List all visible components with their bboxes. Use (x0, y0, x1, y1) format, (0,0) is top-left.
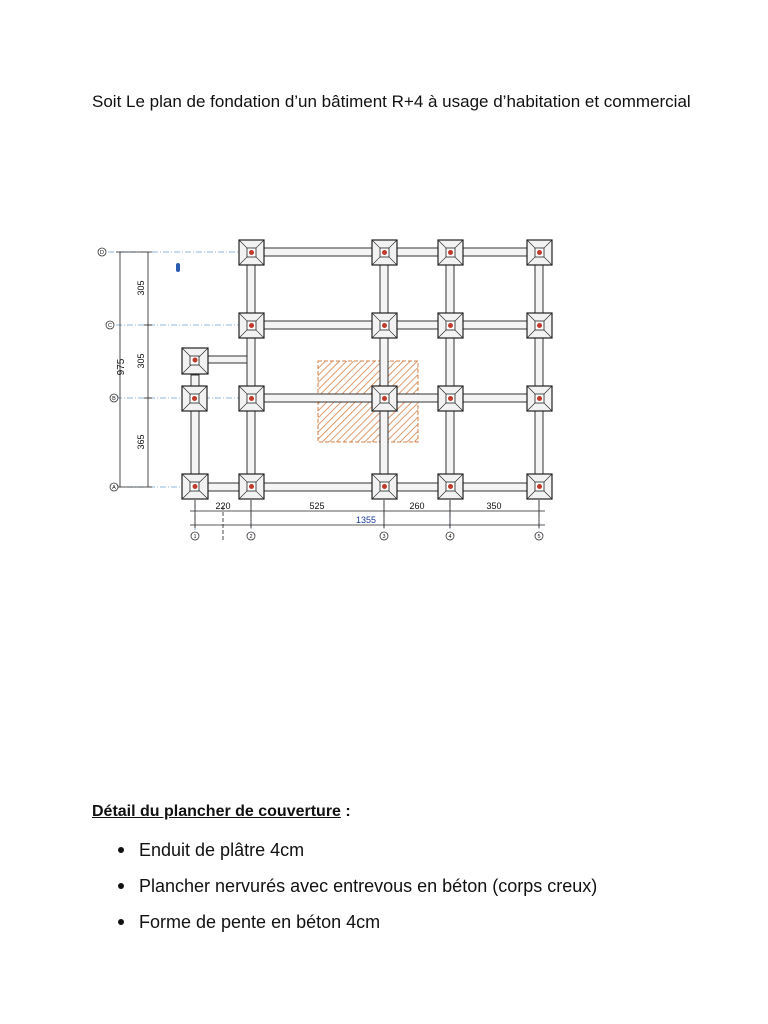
dim-d-c: 305 (136, 280, 146, 296)
section-title-text: Détail du plancher de couverture (92, 803, 341, 820)
axis-label-a: A (112, 485, 116, 491)
footing-c2 (239, 313, 264, 338)
list-item (118, 872, 597, 908)
list-item-text: Forme de pente en béton 4cm (139, 912, 381, 932)
footing-b1 (182, 386, 207, 411)
footing-d3 (372, 240, 397, 265)
dim-4-5: 350 (486, 501, 502, 511)
dim-1-2: 220 (215, 501, 231, 511)
axis-number-bubbles (191, 532, 543, 540)
axis-label-3: 3 (382, 534, 386, 540)
axis-label-2: 2 (249, 534, 253, 540)
dim-vertical-total: 975 (116, 358, 127, 376)
axis-label-c: C (108, 323, 112, 329)
list-item-text: Plancher nervurés avec entrevous en béton (corps creux) (139, 876, 598, 896)
intro-paragraph: Soit Le plan de fondation d’un bâtiment R+4 à usage d’habitation et commercial (92, 92, 691, 111)
axis-letter-bubbles (98, 248, 118, 491)
footing-c5 (527, 313, 552, 338)
footing-a2 (239, 474, 264, 499)
axis-label-b: B (112, 396, 116, 402)
list-item (118, 836, 597, 872)
footing-a4 (438, 474, 463, 499)
dim-horizontal-total: 1355 (355, 515, 377, 525)
axis-label-1: 1 (193, 534, 197, 540)
dim-2-3: 525 (309, 501, 325, 511)
footing-d5 (527, 240, 552, 265)
bullet-icon (118, 847, 124, 853)
list-item (118, 908, 597, 944)
bullet-icon (118, 919, 124, 925)
footing-c3 (372, 313, 397, 338)
section-title (92, 803, 351, 821)
dim-b-a: 365 (136, 434, 146, 450)
footing-c4 (438, 313, 463, 338)
dim-c-b: 305 (136, 353, 146, 369)
footing-b2 (239, 386, 264, 411)
footing-b3 (372, 386, 397, 411)
footing-d2 (239, 240, 264, 265)
blue-marker (176, 263, 180, 272)
axis-label-4: 4 (448, 534, 452, 540)
axis-label-5: 5 (537, 534, 541, 540)
footing-a3 (372, 474, 397, 499)
footing-d4 (438, 240, 463, 265)
footing-a5 (527, 474, 552, 499)
footing-extra (182, 348, 208, 374)
footing-b5 (527, 386, 552, 411)
bullet-icon (118, 883, 124, 889)
detail-list (118, 836, 597, 944)
dim-3-4: 260 (409, 501, 425, 511)
list-item-text: Enduit de plâtre 4cm (139, 840, 305, 860)
footing-b4 (438, 386, 463, 411)
footing-a1 (182, 474, 208, 499)
axis-label-d: D (100, 250, 104, 256)
foundation-plan (90, 232, 570, 552)
section-title-colon: : (340, 803, 351, 820)
